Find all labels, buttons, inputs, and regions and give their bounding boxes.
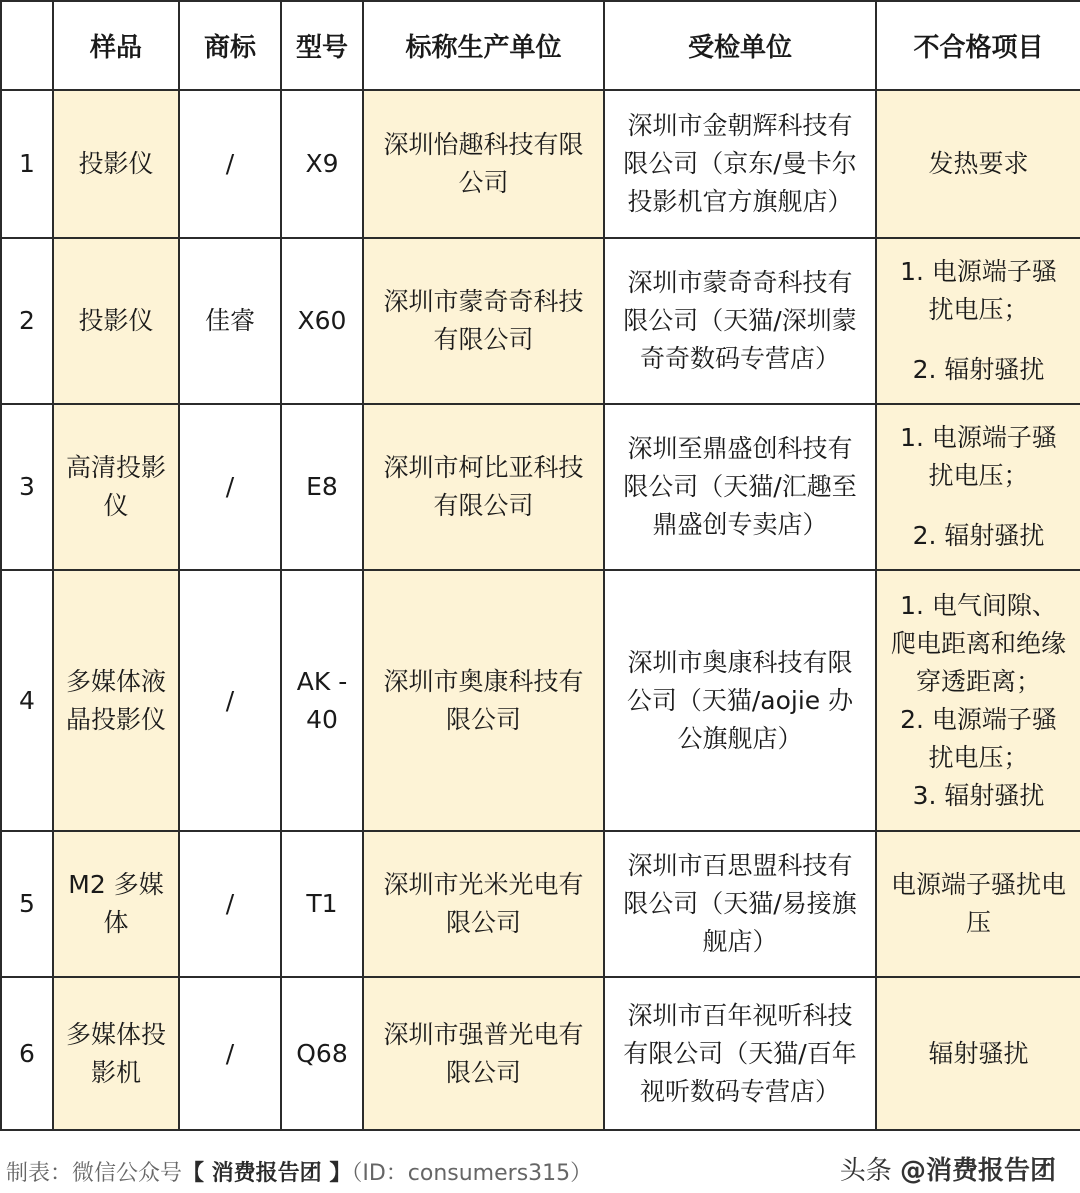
cell-line: 深圳市蒙奇奇科技: [383, 287, 584, 316]
cell-failed-items: [876, 404, 1080, 570]
cell-line: X9: [305, 149, 339, 178]
cell-line: 仪: [103, 491, 129, 520]
cell-failed-items: [876, 831, 1080, 977]
cell-inspected-unit: [604, 404, 876, 570]
failed-item-line: 1. 电源端子骚: [900, 423, 1057, 452]
cell-line: 投影机官方旗舰店）: [627, 187, 853, 216]
failed-item-line: 辐射骚扰: [928, 1038, 1029, 1068]
failed-item-line: 压: [965, 908, 991, 937]
cell-index: 2: [1, 238, 53, 404]
cell-brand: /: [179, 404, 281, 570]
cell-brand: /: [179, 90, 281, 238]
cell-line: 公旗舰店）: [677, 723, 803, 753]
cell-line: 深圳怡趣科技有限: [383, 130, 584, 159]
failed-item-line: 发热要求: [928, 149, 1029, 178]
cell-manufacturer: [363, 238, 604, 404]
cell-index: 1: [1, 90, 53, 238]
cell-brand: /: [179, 570, 281, 831]
failed-item-line: 1. 电气间隙、: [900, 590, 1057, 620]
cell-model: [281, 977, 363, 1130]
cell-line: 深圳市柯比亚科技: [383, 453, 584, 482]
cell-brand: /: [179, 977, 281, 1130]
cell-line: 公司（天猫/aojie 办: [626, 685, 854, 715]
source-id: （ID：consumers315）: [351, 1161, 593, 1186]
cell-line: 体: [103, 908, 129, 937]
cell-line: 鼎盛创专卖店）: [652, 510, 828, 539]
cell-line: 多媒体液: [65, 666, 166, 696]
cell-model: [281, 404, 363, 570]
cell-sample: [53, 238, 179, 404]
cell-sample: [53, 977, 179, 1130]
header-failed-items: 不合格项目: [876, 1, 1080, 90]
cell-line: 高清投影: [65, 453, 166, 482]
cell-line: 奇奇数码专营店）: [639, 344, 840, 373]
cell-index: 3: [1, 404, 53, 570]
table-body: [1, 90, 1080, 1130]
cell-line: T1: [306, 889, 338, 918]
table-row: [1, 90, 1080, 238]
table-row: [1, 831, 1080, 977]
header-row: [1, 1, 1080, 90]
cell-line: 深圳至鼎盛创科技有: [627, 434, 853, 463]
header-brand: 商标: [179, 1, 281, 90]
cell-brand: 佳睿: [179, 238, 281, 404]
cell-line: 限公司（天猫/汇趣至: [623, 472, 857, 501]
failed-item-line: 2. 辐射骚扰: [912, 521, 1045, 550]
cell-manufacturer: [363, 404, 604, 570]
failed-item-line: 2. 电源端子骚: [900, 704, 1057, 734]
failed-item-line: 扰电压；: [928, 461, 1029, 490]
watermark-platform: 头条: [839, 1156, 892, 1186]
cell-sample: [53, 831, 179, 977]
cell-index: 6: [1, 977, 53, 1130]
cell-line: 限公司（天猫/深圳蒙: [623, 306, 857, 335]
cell-line: 深圳市蒙奇奇科技有: [627, 268, 853, 297]
cell-index: 5: [1, 831, 53, 977]
cell-line: 限公司: [445, 704, 521, 734]
failed-item-line: 扰电压；: [928, 742, 1029, 772]
cell-line: 投影仪: [78, 149, 154, 178]
cell-inspected-unit: [604, 90, 876, 238]
table-row: [1, 570, 1080, 831]
cell-line: 有限公司: [433, 325, 534, 354]
cell-line: 40: [306, 704, 338, 734]
failed-item-line: 1. 电源端子骚: [900, 257, 1057, 286]
table-row: [1, 404, 1080, 570]
cell-failed-items: [876, 238, 1080, 404]
failed-item-line: 3. 辐射骚扰: [912, 780, 1045, 810]
cell-line: X60: [297, 306, 347, 335]
header-manufacturer: 标称生产单位: [363, 1, 604, 90]
cell-manufacturer: [363, 90, 604, 238]
cell-inspected-unit: [604, 570, 876, 831]
cell-line: 深圳市奥康科技有: [383, 666, 584, 696]
source-prefix: 制表：微信公众号: [6, 1161, 183, 1186]
cell-line: 公司: [458, 168, 509, 197]
cell-manufacturer: [363, 570, 604, 831]
source-wechat-name: 【 消费报告团 】: [182, 1161, 352, 1186]
cell-line: 限公司: [445, 1057, 521, 1087]
cell-line: AK -: [296, 666, 348, 696]
cell-line: 深圳市百年视听科技: [627, 1000, 853, 1030]
cell-line: 多媒体投: [65, 1019, 166, 1049]
cell-line: 晶投影仪: [65, 704, 166, 734]
cell-model: [281, 831, 363, 977]
cell-failed-items: [876, 570, 1080, 831]
cell-line: 影机: [90, 1057, 141, 1087]
cell-sample: [53, 570, 179, 831]
cell-line: 有限公司: [433, 491, 534, 520]
watermark-account: @消费报告团: [899, 1156, 1056, 1186]
cell-line: 限公司: [445, 908, 521, 937]
cell-failed-items: [876, 90, 1080, 238]
cell-failed-items: [876, 977, 1080, 1130]
cell-line: 舰店）: [702, 927, 778, 956]
cell-brand: /: [179, 831, 281, 977]
header-model: 型号: [281, 1, 363, 90]
failed-item-line: 穿透距离；: [915, 666, 1041, 696]
cell-model: [281, 90, 363, 238]
cell-model: [281, 570, 363, 831]
cell-line: 深圳市百思盟科技有: [627, 851, 853, 880]
cell-model: [281, 238, 363, 404]
failed-item-line: 爬电距离和绝缘: [890, 628, 1066, 658]
header-index: [1, 1, 53, 90]
cell-inspected-unit: [604, 831, 876, 977]
header-sample: 样品: [53, 1, 179, 90]
table-row: [1, 977, 1080, 1130]
cell-sample: [53, 90, 179, 238]
cell-line: 深圳市光米光电有: [383, 870, 584, 899]
cell-manufacturer: [363, 977, 604, 1130]
cell-line: 限公司（天猫/易接旗: [623, 889, 857, 918]
cell-line: 有限公司（天猫/百年: [623, 1038, 857, 1068]
footer: [0, 1150, 1080, 1193]
cell-line: 视听数码专营店）: [639, 1076, 840, 1106]
cell-line: 投影仪: [78, 306, 154, 335]
cell-manufacturer: [363, 831, 604, 977]
failed-item-line: 扰电压；: [928, 295, 1029, 324]
failed-item-line: 2. 辐射骚扰: [912, 355, 1045, 384]
cell-line: 深圳市金朝辉科技有: [627, 111, 853, 140]
header-inspected-unit: 受检单位: [604, 1, 876, 90]
cell-line: Q68: [296, 1038, 348, 1068]
cell-line: 深圳市强普光电有: [383, 1019, 584, 1049]
watermark: [840, 1150, 1056, 1187]
cell-line: 深圳市奥康科技有限: [627, 647, 853, 677]
cell-line: E8: [306, 472, 338, 501]
cell-sample: [53, 404, 179, 570]
cell-line: 限公司（京东/曼卡尔: [623, 149, 857, 178]
cell-inspected-unit: [604, 238, 876, 404]
cell-index: 4: [1, 570, 53, 831]
failed-item-line: 电源端子骚扰电: [890, 870, 1066, 899]
table-row: [1, 238, 1080, 404]
source-credit: [6, 1156, 592, 1187]
cell-line: M2 多媒: [68, 870, 164, 899]
cell-inspected-unit: [604, 977, 876, 1130]
